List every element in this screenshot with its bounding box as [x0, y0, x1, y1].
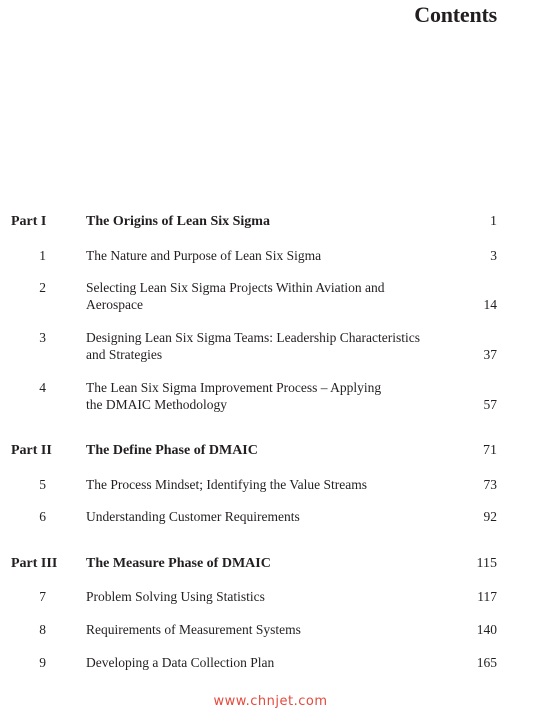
- part-page-number: 1: [490, 214, 497, 229]
- part-title: The Define Phase of DMAIC: [86, 443, 258, 458]
- chapter-number: 9: [39, 655, 46, 670]
- part-label: Part III: [11, 556, 58, 571]
- chapter-title: The Nature and Purpose of Lean Six Sigma: [86, 248, 322, 263]
- chapter-number: 4: [39, 380, 46, 395]
- chapter-title: The Process Mindset; Identifying the Value Streams: [86, 477, 367, 492]
- chapter-page-number: 92: [483, 509, 497, 524]
- chapter-number: 8: [39, 622, 46, 637]
- chapter-title: Selecting Lean Six Sigma Projects Within Aviation and: [86, 280, 385, 295]
- chapter-number: 3: [39, 330, 46, 345]
- chapter-page-number: 14: [483, 297, 497, 312]
- chapter-title: Understanding Customer Requirements: [86, 509, 300, 524]
- chapter-page-number: 140: [476, 622, 497, 637]
- chapter-title: Developing a Data Collection Plan: [86, 655, 275, 670]
- chapter-title-continued: the DMAIC Methodology: [86, 397, 227, 412]
- chapter-page-number: 117: [477, 589, 497, 604]
- chapter-page-number: 57: [483, 397, 497, 412]
- chapter-title-continued: Aerospace: [86, 297, 143, 312]
- chapter-page-number: 165: [476, 655, 497, 670]
- chapter-number: 5: [39, 477, 46, 492]
- watermark-url: www.chnjet.com: [213, 694, 328, 709]
- chapter-title: Designing Lean Six Sigma Teams: Leadership Characteristics: [86, 330, 420, 345]
- chapter-title: Problem Solving Using Statistics: [86, 589, 265, 604]
- chapter-title-continued: and Strategies: [86, 347, 163, 362]
- chapter-number: 6: [39, 509, 46, 524]
- part-label: Part I: [11, 214, 47, 229]
- part-title: The Measure Phase of DMAIC: [86, 556, 271, 571]
- chapter-number: 2: [39, 280, 46, 295]
- chapter-page-number: 3: [490, 248, 497, 263]
- chapter-page-number: 37: [483, 347, 497, 362]
- part-label: Part II: [11, 443, 52, 458]
- chapter-number: 1: [39, 248, 46, 263]
- chapter-title: The Lean Six Sigma Improvement Process – Applying: [86, 380, 382, 395]
- part-page-number: 115: [476, 556, 497, 571]
- chapter-title: Requirements of Measurement Systems: [86, 622, 301, 637]
- chapter-number: 7: [39, 589, 46, 604]
- chapter-page-number: 73: [483, 477, 497, 492]
- part-title: The Origins of Lean Six Sigma: [86, 214, 270, 229]
- part-page-number: 71: [483, 443, 497, 458]
- page-title: Contents: [414, 2, 497, 27]
